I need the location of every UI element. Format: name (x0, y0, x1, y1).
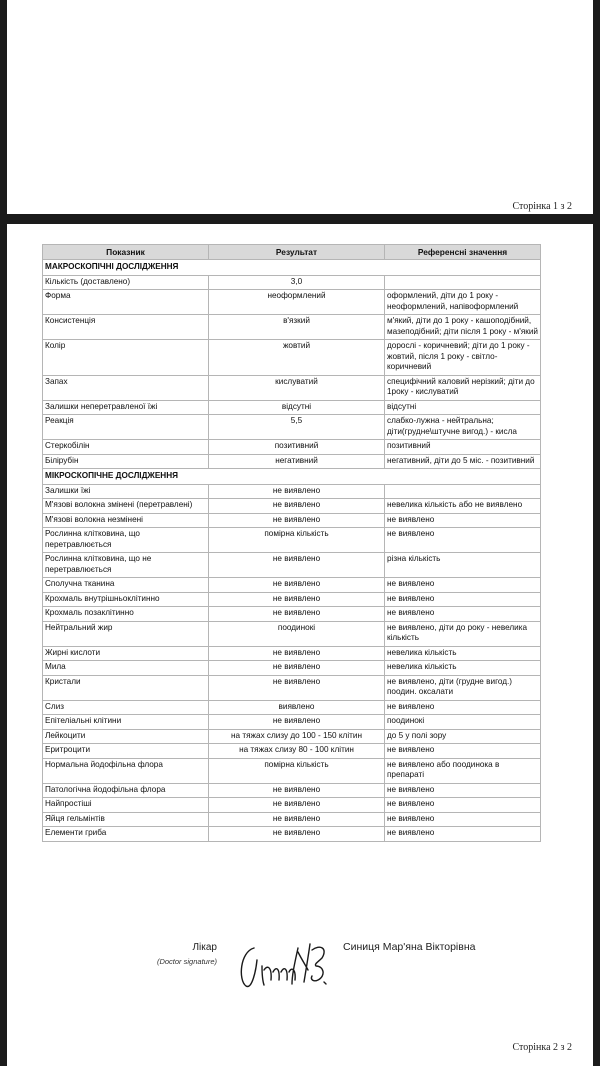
reference-cell (385, 275, 541, 290)
result-cell: на тяжах слизу 80 - 100 клітин (209, 744, 385, 759)
reference-cell: слабко-лужна - нейтральна; діти(грудне\штучне вигод.) - кисла (385, 415, 541, 440)
result-cell: помірна кількість (209, 528, 385, 553)
table-row (43, 744, 541, 759)
indicator-cell: Форма (43, 290, 209, 315)
indicator-cell: Запах (43, 375, 209, 400)
result-cell: виявлено (209, 700, 385, 715)
indicator-cell: М'язові волокна змінені (перетравлені) (43, 499, 209, 514)
table-row (43, 827, 541, 842)
reference-cell: не виявлено (385, 827, 541, 842)
table-row (43, 798, 541, 813)
table-row (43, 415, 541, 440)
indicator-cell: Епітеліальні клітини (43, 715, 209, 730)
reference-cell: специфічний каловий нерізкий; діти до 1року - кислуватий (385, 375, 541, 400)
doctor-signature-caption: (Doctor signature) (156, 957, 217, 966)
result-cell: не виявлено (209, 675, 385, 700)
indicator-cell: Мила (43, 661, 209, 676)
reference-cell: до 5 у полі зору (385, 729, 541, 744)
table-row (43, 440, 541, 455)
table-row (43, 400, 541, 415)
table-row (43, 499, 541, 514)
reference-cell: м'який, діти до 1 року - кашоподібний, мазеподібний; діти після 1 року - м'який (385, 315, 541, 340)
result-cell: не виявлено (209, 607, 385, 622)
indicator-cell: Еритроцити (43, 744, 209, 759)
indicator-cell: Крохмаль позаклітинно (43, 607, 209, 622)
indicator-cell: Реакція (43, 415, 209, 440)
result-cell: помірна кількість (209, 758, 385, 783)
page-1 (7, 0, 593, 214)
result-cell: поодинокі (209, 621, 385, 646)
table-header-row (43, 245, 541, 260)
page-number: Сторінка 1 з 2 (512, 201, 572, 212)
reference-cell: не виявлено (385, 783, 541, 798)
result-cell: 3,0 (209, 275, 385, 290)
result-cell: неоформлений (209, 290, 385, 315)
result-cell: не виявлено (209, 499, 385, 514)
indicator-cell: М'язові волокна незмінені (43, 513, 209, 528)
section-title: МІКРОСКОПІЧНЕ ДОСЛІДЖЕННЯ (43, 469, 541, 485)
indicator-cell: Залишки їжі (43, 484, 209, 499)
indicator-cell: Білірубін (43, 454, 209, 469)
header-result: Результат (209, 245, 385, 260)
signature-block (7, 930, 593, 1000)
table-row (43, 375, 541, 400)
indicator-cell: Залишки неперетравленої їжі (43, 400, 209, 415)
reference-cell: різна кількість (385, 553, 541, 578)
reference-cell: не виявлено (385, 700, 541, 715)
reference-cell (385, 484, 541, 499)
results-table (42, 244, 541, 842)
table-row (43, 592, 541, 607)
indicator-cell: Стеркобілін (43, 440, 209, 455)
result-cell: в'язкий (209, 315, 385, 340)
page-2 (7, 224, 593, 1066)
reference-cell: невелика кількість (385, 661, 541, 676)
reference-cell: не виявлено, діти (грудне вигод.) поодин. оксалати (385, 675, 541, 700)
result-cell: не виявлено (209, 592, 385, 607)
table-row (43, 646, 541, 661)
indicator-cell: Жирні кислоти (43, 646, 209, 661)
table-row (43, 607, 541, 622)
reference-cell: не виявлено, діти до року - невелика кількість (385, 621, 541, 646)
result-cell: відсутні (209, 400, 385, 415)
table-row (43, 454, 541, 469)
result-cell: не виявлено (209, 661, 385, 676)
doctor-label: Лікар (192, 942, 217, 953)
handwritten-signature (232, 930, 337, 995)
section-title: МАКРОСКОПІЧНІ ДОСЛІДЖЕННЯ (43, 260, 541, 276)
result-cell: 5,5 (209, 415, 385, 440)
indicator-cell: Нейтральний жир (43, 621, 209, 646)
reference-cell: не виявлено (385, 607, 541, 622)
result-cell: не виявлено (209, 827, 385, 842)
reference-cell: не виявлено (385, 798, 541, 813)
table-row (43, 275, 541, 290)
section-row (43, 469, 541, 485)
result-cell: позитивний (209, 440, 385, 455)
result-cell: жовтий (209, 340, 385, 376)
result-cell: негативний (209, 454, 385, 469)
reference-cell: дорослі - коричневий; діти до 1 року - жовтий, після 1 року - світло-коричневий (385, 340, 541, 376)
table-row (43, 340, 541, 376)
result-cell: не виявлено (209, 484, 385, 499)
table-row (43, 783, 541, 798)
reference-cell: не виявлено (385, 812, 541, 827)
indicator-cell: Патологічна йодофільна флора (43, 783, 209, 798)
reference-cell: негативний, діти до 5 міс. - позитивний (385, 454, 541, 469)
indicator-cell: Елементи гриба (43, 827, 209, 842)
table-row (43, 758, 541, 783)
result-cell: на тяжах слизу до 100 - 150 клітин (209, 729, 385, 744)
table-row (43, 578, 541, 593)
indicator-cell: Консистенція (43, 315, 209, 340)
table-row (43, 621, 541, 646)
reference-cell: не виявлено (385, 528, 541, 553)
result-cell: не виявлено (209, 715, 385, 730)
reference-cell: не виявлено (385, 578, 541, 593)
table-row (43, 812, 541, 827)
indicator-cell: Яйця гельмінтів (43, 812, 209, 827)
indicator-cell: Слиз (43, 700, 209, 715)
result-cell: не виявлено (209, 798, 385, 813)
reference-cell: не виявлено (385, 592, 541, 607)
reference-cell: не виявлено або поодинока в препараті (385, 758, 541, 783)
table-row (43, 484, 541, 499)
indicator-cell: Крохмаль внутрішньоклітинно (43, 592, 209, 607)
indicator-cell: Рослинна клітковина, що перетравлюється (43, 528, 209, 553)
header-reference: Референсні значення (385, 245, 541, 260)
reference-cell: невелика кількість або не виявлено (385, 499, 541, 514)
indicator-cell: Кристали (43, 675, 209, 700)
reference-cell: позитивний (385, 440, 541, 455)
table-row (43, 315, 541, 340)
indicator-cell: Колір (43, 340, 209, 376)
table-row (43, 700, 541, 715)
table-row (43, 513, 541, 528)
result-cell: не виявлено (209, 578, 385, 593)
table-row (43, 553, 541, 578)
result-cell: не виявлено (209, 783, 385, 798)
reference-cell: не виявлено (385, 513, 541, 528)
result-cell: не виявлено (209, 646, 385, 661)
header-indicator: Показник (43, 245, 209, 260)
reference-cell: невелика кількість (385, 646, 541, 661)
table-row (43, 715, 541, 730)
reference-cell: оформлений, діти до 1 року - неоформлений, напівоформлений (385, 290, 541, 315)
table-row (43, 675, 541, 700)
table-body (43, 260, 541, 842)
indicator-cell: Рослинна клітковина, що не перетравлюється (43, 553, 209, 578)
doctor-name: Синиця Мар'яна Вікторівна (343, 941, 476, 953)
reference-cell: поодинокі (385, 715, 541, 730)
indicator-cell: Кількість (доставлено) (43, 275, 209, 290)
reference-cell: не виявлено (385, 744, 541, 759)
table-row (43, 290, 541, 315)
result-cell: не виявлено (209, 513, 385, 528)
indicator-cell: Нормальна йодофільна флора (43, 758, 209, 783)
page-number: Сторінка 2 з 2 (512, 1042, 572, 1053)
indicator-cell: Лейкоцити (43, 729, 209, 744)
table-row (43, 661, 541, 676)
table-row (43, 528, 541, 553)
result-cell: кислуватий (209, 375, 385, 400)
result-cell: не виявлено (209, 812, 385, 827)
section-row (43, 260, 541, 276)
indicator-cell: Найпростіші (43, 798, 209, 813)
indicator-cell: Сполучна тканина (43, 578, 209, 593)
result-cell: не виявлено (209, 553, 385, 578)
table-row (43, 729, 541, 744)
reference-cell: відсутні (385, 400, 541, 415)
